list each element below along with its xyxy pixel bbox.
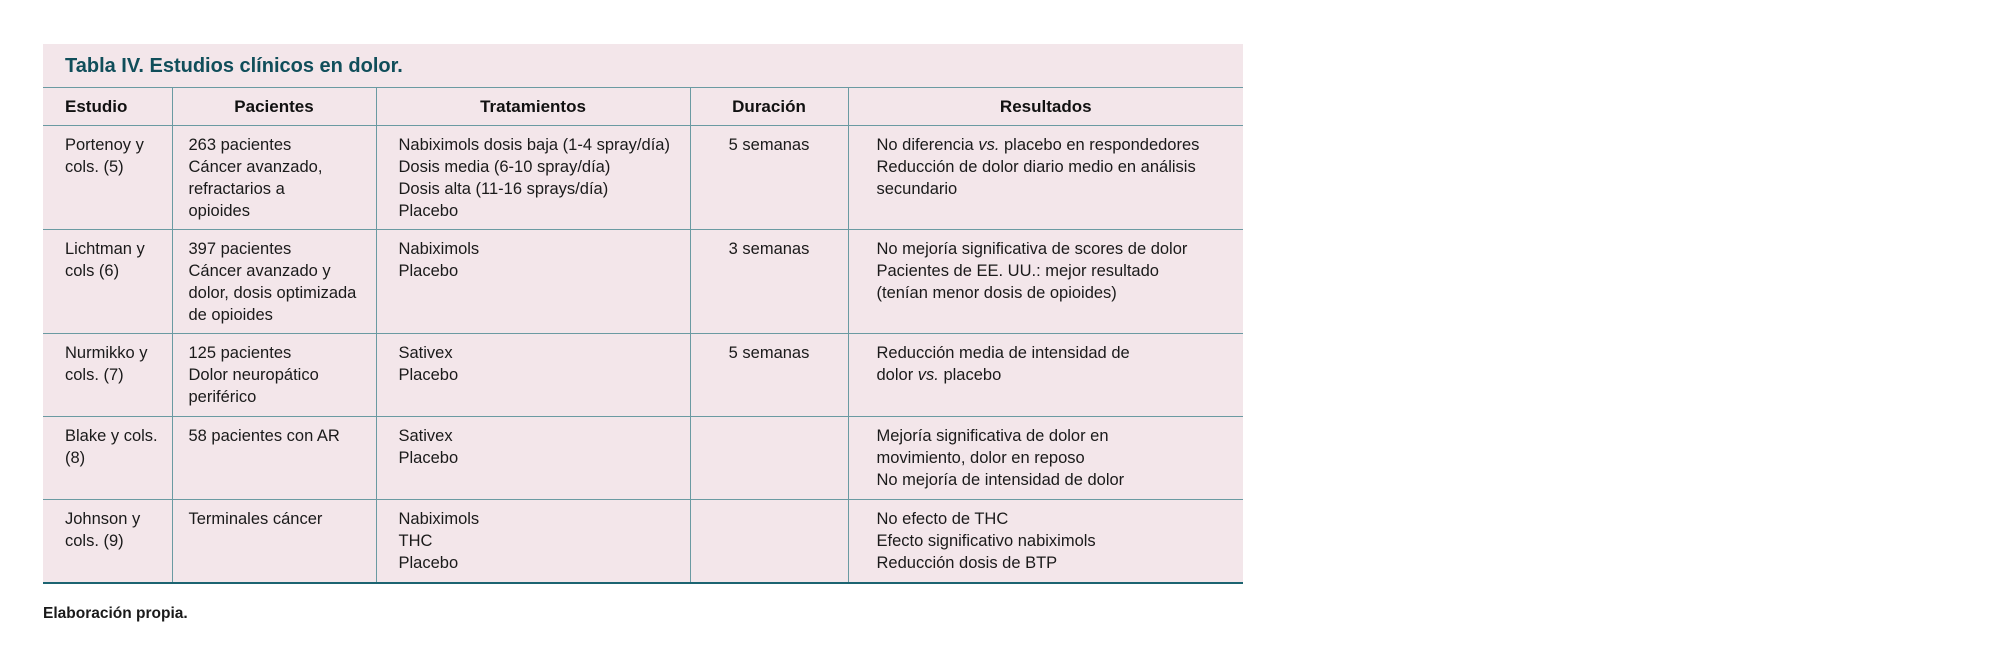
- cell-treatments: [376, 500, 690, 583]
- cell-duration: 3 semanas: [690, 230, 848, 334]
- treatment-line: Dosis media (6-10 spray/día): [398, 158, 611, 176]
- cell-results: [848, 417, 1243, 500]
- study-line: Johnson y: [65, 510, 141, 528]
- patients-line: dolor, dosis optimizada: [188, 284, 357, 302]
- table-title: Tabla IV. Estudios clínicos en dolor.: [43, 44, 1243, 88]
- cell-patients: [172, 417, 376, 500]
- treatment-line: Sativex: [398, 427, 453, 445]
- cell-patients: [172, 230, 376, 334]
- treatment-line: Placebo: [398, 262, 459, 280]
- table-row: [43, 500, 1243, 583]
- treatment-line: Dosis alta (11-16 sprays/día): [398, 180, 609, 198]
- cell-treatments: [376, 230, 690, 334]
- patients-line: 263 pacientes: [188, 136, 292, 154]
- cell-study: [43, 500, 172, 583]
- cell-results: [848, 500, 1243, 583]
- studies-table: [43, 88, 1243, 582]
- table-row: [43, 417, 1243, 500]
- patients-line: Cáncer avanzado y: [188, 262, 331, 280]
- result-line: Reducción de dolor diario medio en análisis: [876, 158, 1196, 176]
- treatment-line: Placebo: [398, 554, 459, 572]
- cell-results: [848, 126, 1243, 230]
- result-line: Reducción media de intensidad de: [876, 344, 1130, 362]
- cell-treatments: [376, 126, 690, 230]
- treatment-line: Placebo: [398, 202, 459, 220]
- treatment-line: Nabiximols dosis baja (1-4 spray/día): [398, 136, 670, 154]
- source-note: Elaboración propia.: [43, 605, 188, 622]
- cell-study: [43, 126, 172, 230]
- treatment-line: Sativex: [398, 344, 453, 362]
- cell-duration: [690, 500, 848, 583]
- cell-patients: [172, 500, 376, 583]
- study-line: (8): [65, 449, 86, 467]
- result-line: No mejoría de intensidad de dolor: [876, 471, 1125, 489]
- treatment-line: Nabiximols: [398, 240, 480, 258]
- study-line: cols. (7): [65, 366, 124, 384]
- cell-duration: 5 semanas: [690, 334, 848, 417]
- treatment-line: Placebo: [398, 366, 459, 384]
- patients-line: periférico: [188, 388, 257, 406]
- header-resultados: Resultados: [848, 88, 1243, 126]
- study-line: cols. (9): [65, 532, 124, 550]
- treatment-line: THC: [398, 532, 433, 550]
- header-estudio: Estudio: [43, 88, 172, 126]
- result-line: Efecto significativo nabiximols: [876, 532, 1096, 550]
- header-pacientes: Pacientes: [172, 88, 376, 126]
- cell-treatments: [376, 417, 690, 500]
- patients-line: Terminales cáncer: [188, 510, 323, 528]
- result-line: Mejoría significativa de dolor en: [876, 427, 1109, 445]
- patients-line: opioides: [188, 202, 250, 220]
- patients-line: Cáncer avanzado,: [188, 158, 323, 176]
- result-line: movimiento, dolor en reposo: [876, 449, 1085, 467]
- cell-duration: 5 semanas: [690, 126, 848, 230]
- cell-results: [848, 230, 1243, 334]
- cell-study: [43, 417, 172, 500]
- result-line: dolor vs. placebo: [876, 366, 1002, 384]
- table-row: [43, 230, 1243, 334]
- cell-results: [848, 334, 1243, 417]
- cell-study: [43, 230, 172, 334]
- study-line: Lichtman y: [65, 240, 145, 258]
- patients-line: refractarios a: [188, 180, 285, 198]
- treatment-line: Nabiximols: [398, 510, 480, 528]
- result-line: secundario: [876, 180, 958, 198]
- patients-line: Dolor neuropático: [188, 366, 319, 384]
- cell-duration: [690, 417, 848, 500]
- header-row: [43, 88, 1243, 126]
- patients-line: 58 pacientes con AR: [188, 427, 340, 445]
- patients-line: 397 pacientes: [188, 240, 292, 258]
- header-tratamientos: Tratamientos: [376, 88, 690, 126]
- study-line: Portenoy y: [65, 136, 144, 154]
- result-line: No mejoría significativa de scores de dolor: [876, 240, 1188, 258]
- result-line: (tenían menor dosis de opioides): [876, 284, 1117, 302]
- study-line: cols. (5): [65, 158, 124, 176]
- result-line: No efecto de THC: [876, 510, 1009, 528]
- study-line: cols (6): [65, 262, 120, 280]
- table-row: [43, 126, 1243, 230]
- table-row: [43, 334, 1243, 417]
- study-line: Nurmikko y: [65, 344, 148, 362]
- cell-patients: [172, 334, 376, 417]
- result-line: Pacientes de EE. UU.: mejor resultado: [876, 262, 1159, 280]
- cell-treatments: [376, 334, 690, 417]
- patients-line: de opioides: [188, 306, 273, 324]
- header-duracion: Duración: [690, 88, 848, 126]
- study-line: Blake y cols.: [65, 427, 158, 445]
- treatment-line: Placebo: [398, 449, 459, 467]
- cell-study: [43, 334, 172, 417]
- clinical-studies-table: [43, 44, 1243, 584]
- patients-line: 125 pacientes: [188, 344, 292, 362]
- result-line: Reducción dosis de BTP: [876, 554, 1058, 572]
- result-line: No diferencia vs. placebo en respondedores: [876, 136, 1200, 154]
- cell-patients: [172, 126, 376, 230]
